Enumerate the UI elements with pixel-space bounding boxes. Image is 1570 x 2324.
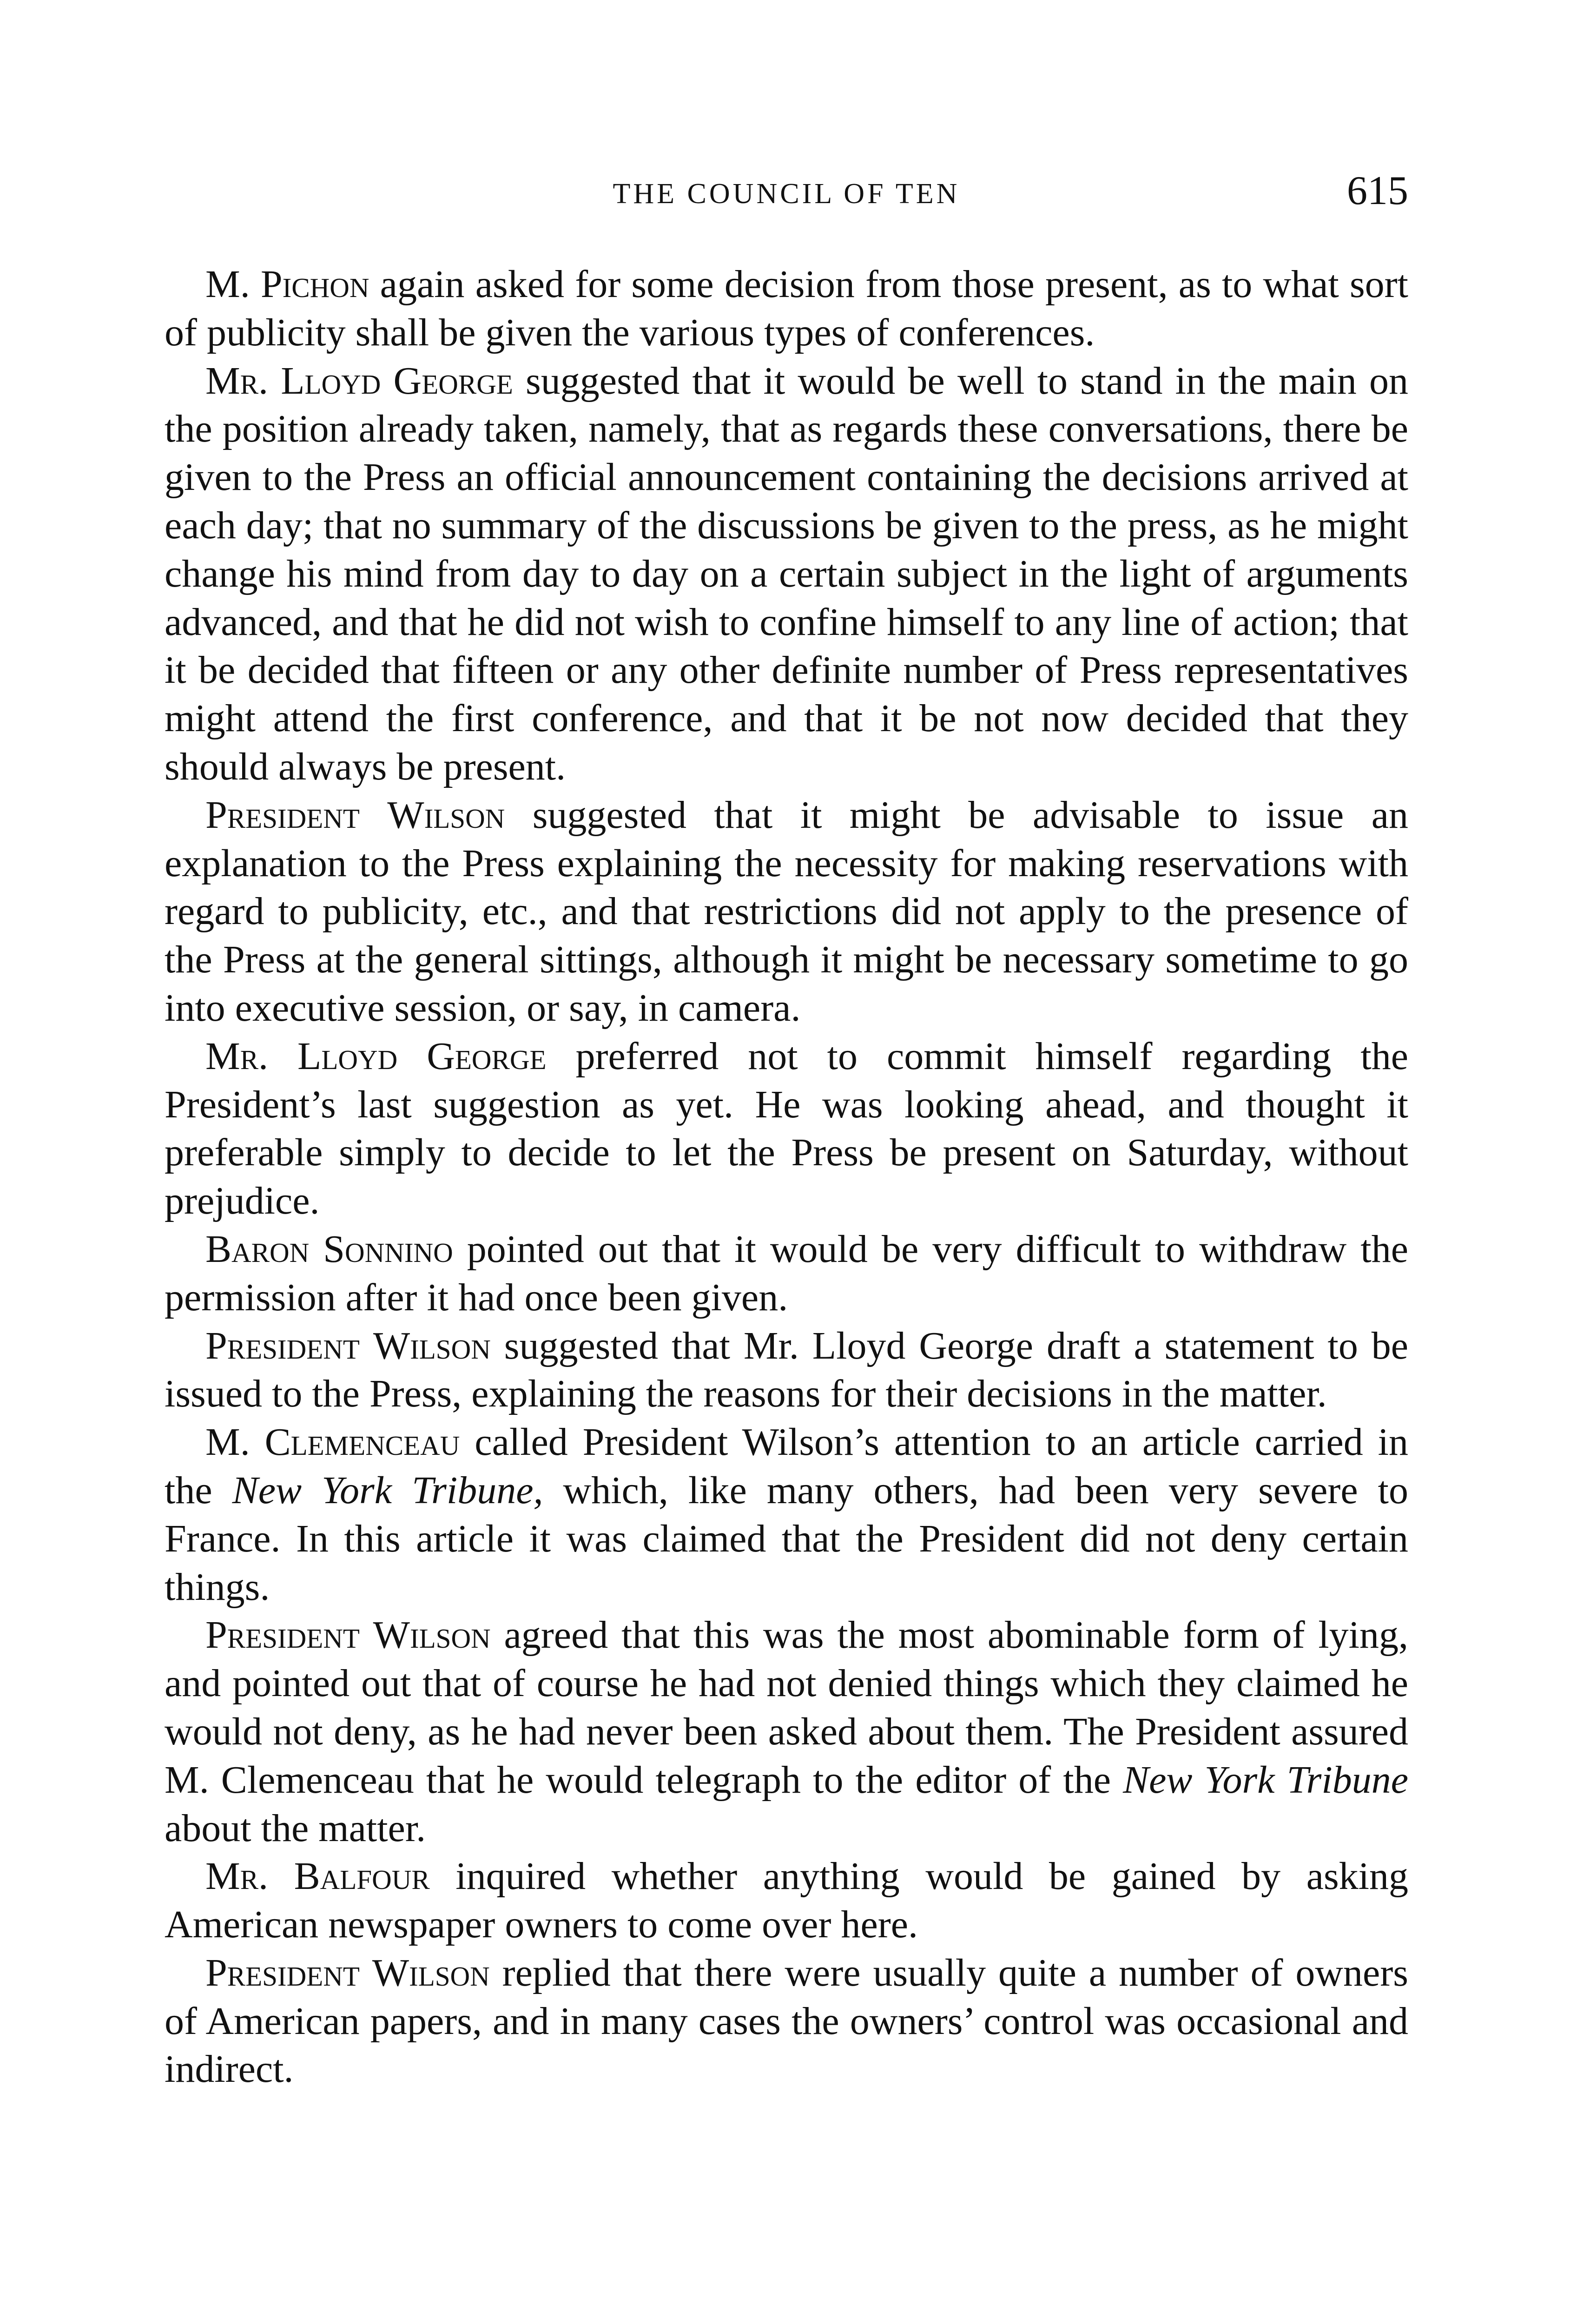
body-text: [165, 260, 1408, 2093]
speaker-name: Wilson: [373, 1613, 491, 1657]
speaker-name: Wilson: [373, 1324, 491, 1367]
running-head: [165, 168, 1408, 233]
paragraph-lloyd-george-2: [165, 1032, 1408, 1225]
speaker-name: Clemenceau: [264, 1420, 460, 1464]
paragraph-wilson-2: [165, 1322, 1408, 1419]
paragraph-text: suggested that it might be advisable to issue an explanation to the Press explaining the necessity for making reservations with regard to publicity, etc., and that restrictions did not apply to the presence of the Press at the general sittings, although it might be necessary sometime to go into executive session, or say, in camera.: [165, 793, 1408, 1030]
paragraph-lloyd-george-1: [165, 357, 1408, 791]
speaker-name: Lloyd George: [281, 359, 513, 403]
newspaper-title: New York Tribune,: [232, 1468, 543, 1512]
paragraph-text: inquired whether anything would be gained by asking American newspaper owners to come over here.: [165, 1855, 1409, 1947]
speaker-title: M.: [205, 263, 250, 306]
speaker-title: Mr.: [205, 359, 269, 403]
paragraph-text: agreed that this was the most abominable form of lying, and pointed out that of course he had not denied things which they claimed he would not deny, as he had never been asked about them. The President assured M. Clemenceau that he would telegraph to the editor of the: [165, 1613, 1409, 1802]
speaker-title: Mr.: [205, 1855, 269, 1898]
paragraph-text: which, like many others, had been very severe to France. In this article it was claimed that the President did not deny certain things.: [165, 1468, 1408, 1609]
paragraph-clemenceau: [165, 1418, 1408, 1611]
speaker-title: President: [205, 1324, 360, 1367]
speaker-name: Pichon: [260, 263, 369, 306]
running-title: THE COUNCIL OF TEN: [613, 178, 960, 210]
paragraph-balfour: [165, 1852, 1408, 1949]
speaker-title: M.: [205, 1420, 250, 1464]
paragraph-wilson-3: [165, 1611, 1408, 1852]
paragraph-pichon: [165, 260, 1408, 357]
speaker-name: Lloyd George: [297, 1034, 547, 1078]
paragraph-text: about the matter.: [165, 1806, 426, 1850]
page-number: 615: [1347, 168, 1408, 213]
speaker-title: Baron: [205, 1227, 310, 1271]
paragraph-text: pointed out that it would be very difficult to withdraw the permission after it had once been given.: [165, 1227, 1409, 1319]
paragraph-sonnino: [165, 1225, 1408, 1322]
paragraph-text: suggested that Mr. Lloyd George draft a statement to be issued to the Press, explaining the reasons for their decisions in the matter.: [165, 1324, 1409, 1416]
paragraph-text: suggested that it would be well to stand in the main on the position already taken, namely, that as regards these conversations, there be given to the Press an official announcement containing the decisions arrived at each day; that no summary of the discussions be given to the press, as he might change his mind from day to day on a certain subject in the light of arguments advanced, and that he did not wish to confine himself to any line of action; that it be decided that fifteen or any other definite number of Press representatives might attend the first conference, and that it be not now decided that they should always be present.: [165, 359, 1409, 788]
speaker-title: President: [205, 1951, 360, 1994]
paragraph-text: preferred not to commit himself regarding the President’s last suggestion as yet. He was looking ahead, and thought it preferable simply to decide to let the Press be present on Saturday, without prejudice.: [165, 1034, 1409, 1223]
paragraph-text: called President Wilson’s attention to an article carried in the: [165, 1420, 1409, 1512]
speaker-title: President: [205, 1613, 360, 1657]
paragraph-wilson-4: [165, 1949, 1408, 2093]
speaker-name: Wilson: [372, 1951, 490, 1994]
speaker-title: President: [205, 793, 360, 837]
newspaper-title: New York Tribune: [1123, 1758, 1408, 1802]
paragraph-text: replied that there were usually quite a number of owners of American papers, and in many cases the owners’ control was occasional and indirect.: [165, 1951, 1408, 2091]
speaker-name: Balfour: [294, 1855, 430, 1898]
paragraph-wilson-1: [165, 791, 1408, 1032]
speaker-name: Wilson: [387, 793, 505, 837]
speaker-name: Sonnino: [323, 1227, 453, 1271]
paragraph-text: again asked for some decision from those present, as to what sort of publicity shall be given the various types of conferences.: [165, 263, 1408, 354]
speaker-title: Mr.: [205, 1034, 269, 1078]
